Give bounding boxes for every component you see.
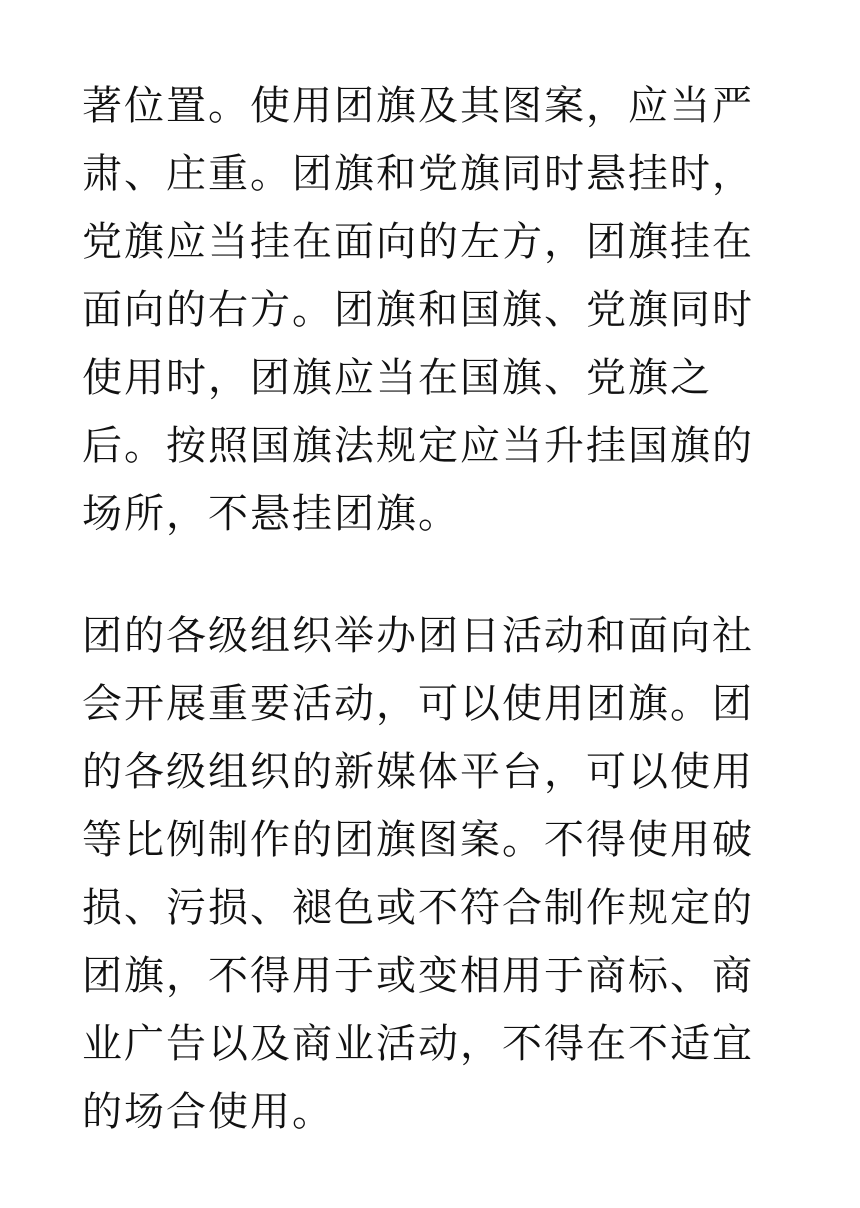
text-line: 的各级组织的新媒体平台，可以使用 <box>82 749 754 795</box>
paragraph-flag-display-rules <box>82 72 782 548</box>
text-line: 著位置。使用团旗及其图案，应当严 <box>82 83 754 129</box>
text-line: 业广告以及商业活动，不得在不适宜 <box>82 1021 754 1067</box>
text-line: 肃、庄重。团旗和党旗同时悬挂时， <box>82 151 754 197</box>
text-line: 团旗，不得用于或变相用于商标、商 <box>82 953 754 999</box>
text-line: 等比例制作的团旗图案。不得使用破 <box>82 817 754 863</box>
paragraph-flag-usage-rules <box>82 602 782 1146</box>
text-line: 党旗应当挂在面向的左方，团旗挂在 <box>82 219 754 265</box>
text-line: 损、污损、褪色或不符合制作规定的 <box>82 885 754 931</box>
text-line: 后。按照国旗法规定应当升挂国旗的 <box>82 423 754 469</box>
text-line: 团的各级组织举办团日活动和面向社 <box>82 613 754 659</box>
text-line: 会开展重要活动，可以使用团旗。团 <box>82 681 754 727</box>
text-line: 场所，不悬挂团旗。 <box>82 491 460 537</box>
text-line: 的场合使用。 <box>82 1089 334 1135</box>
text-line: 面向的右方。团旗和国旗、党旗同时 <box>82 287 754 333</box>
text-line: 使用时，团旗应当在国旗、党旗之 <box>82 355 712 401</box>
